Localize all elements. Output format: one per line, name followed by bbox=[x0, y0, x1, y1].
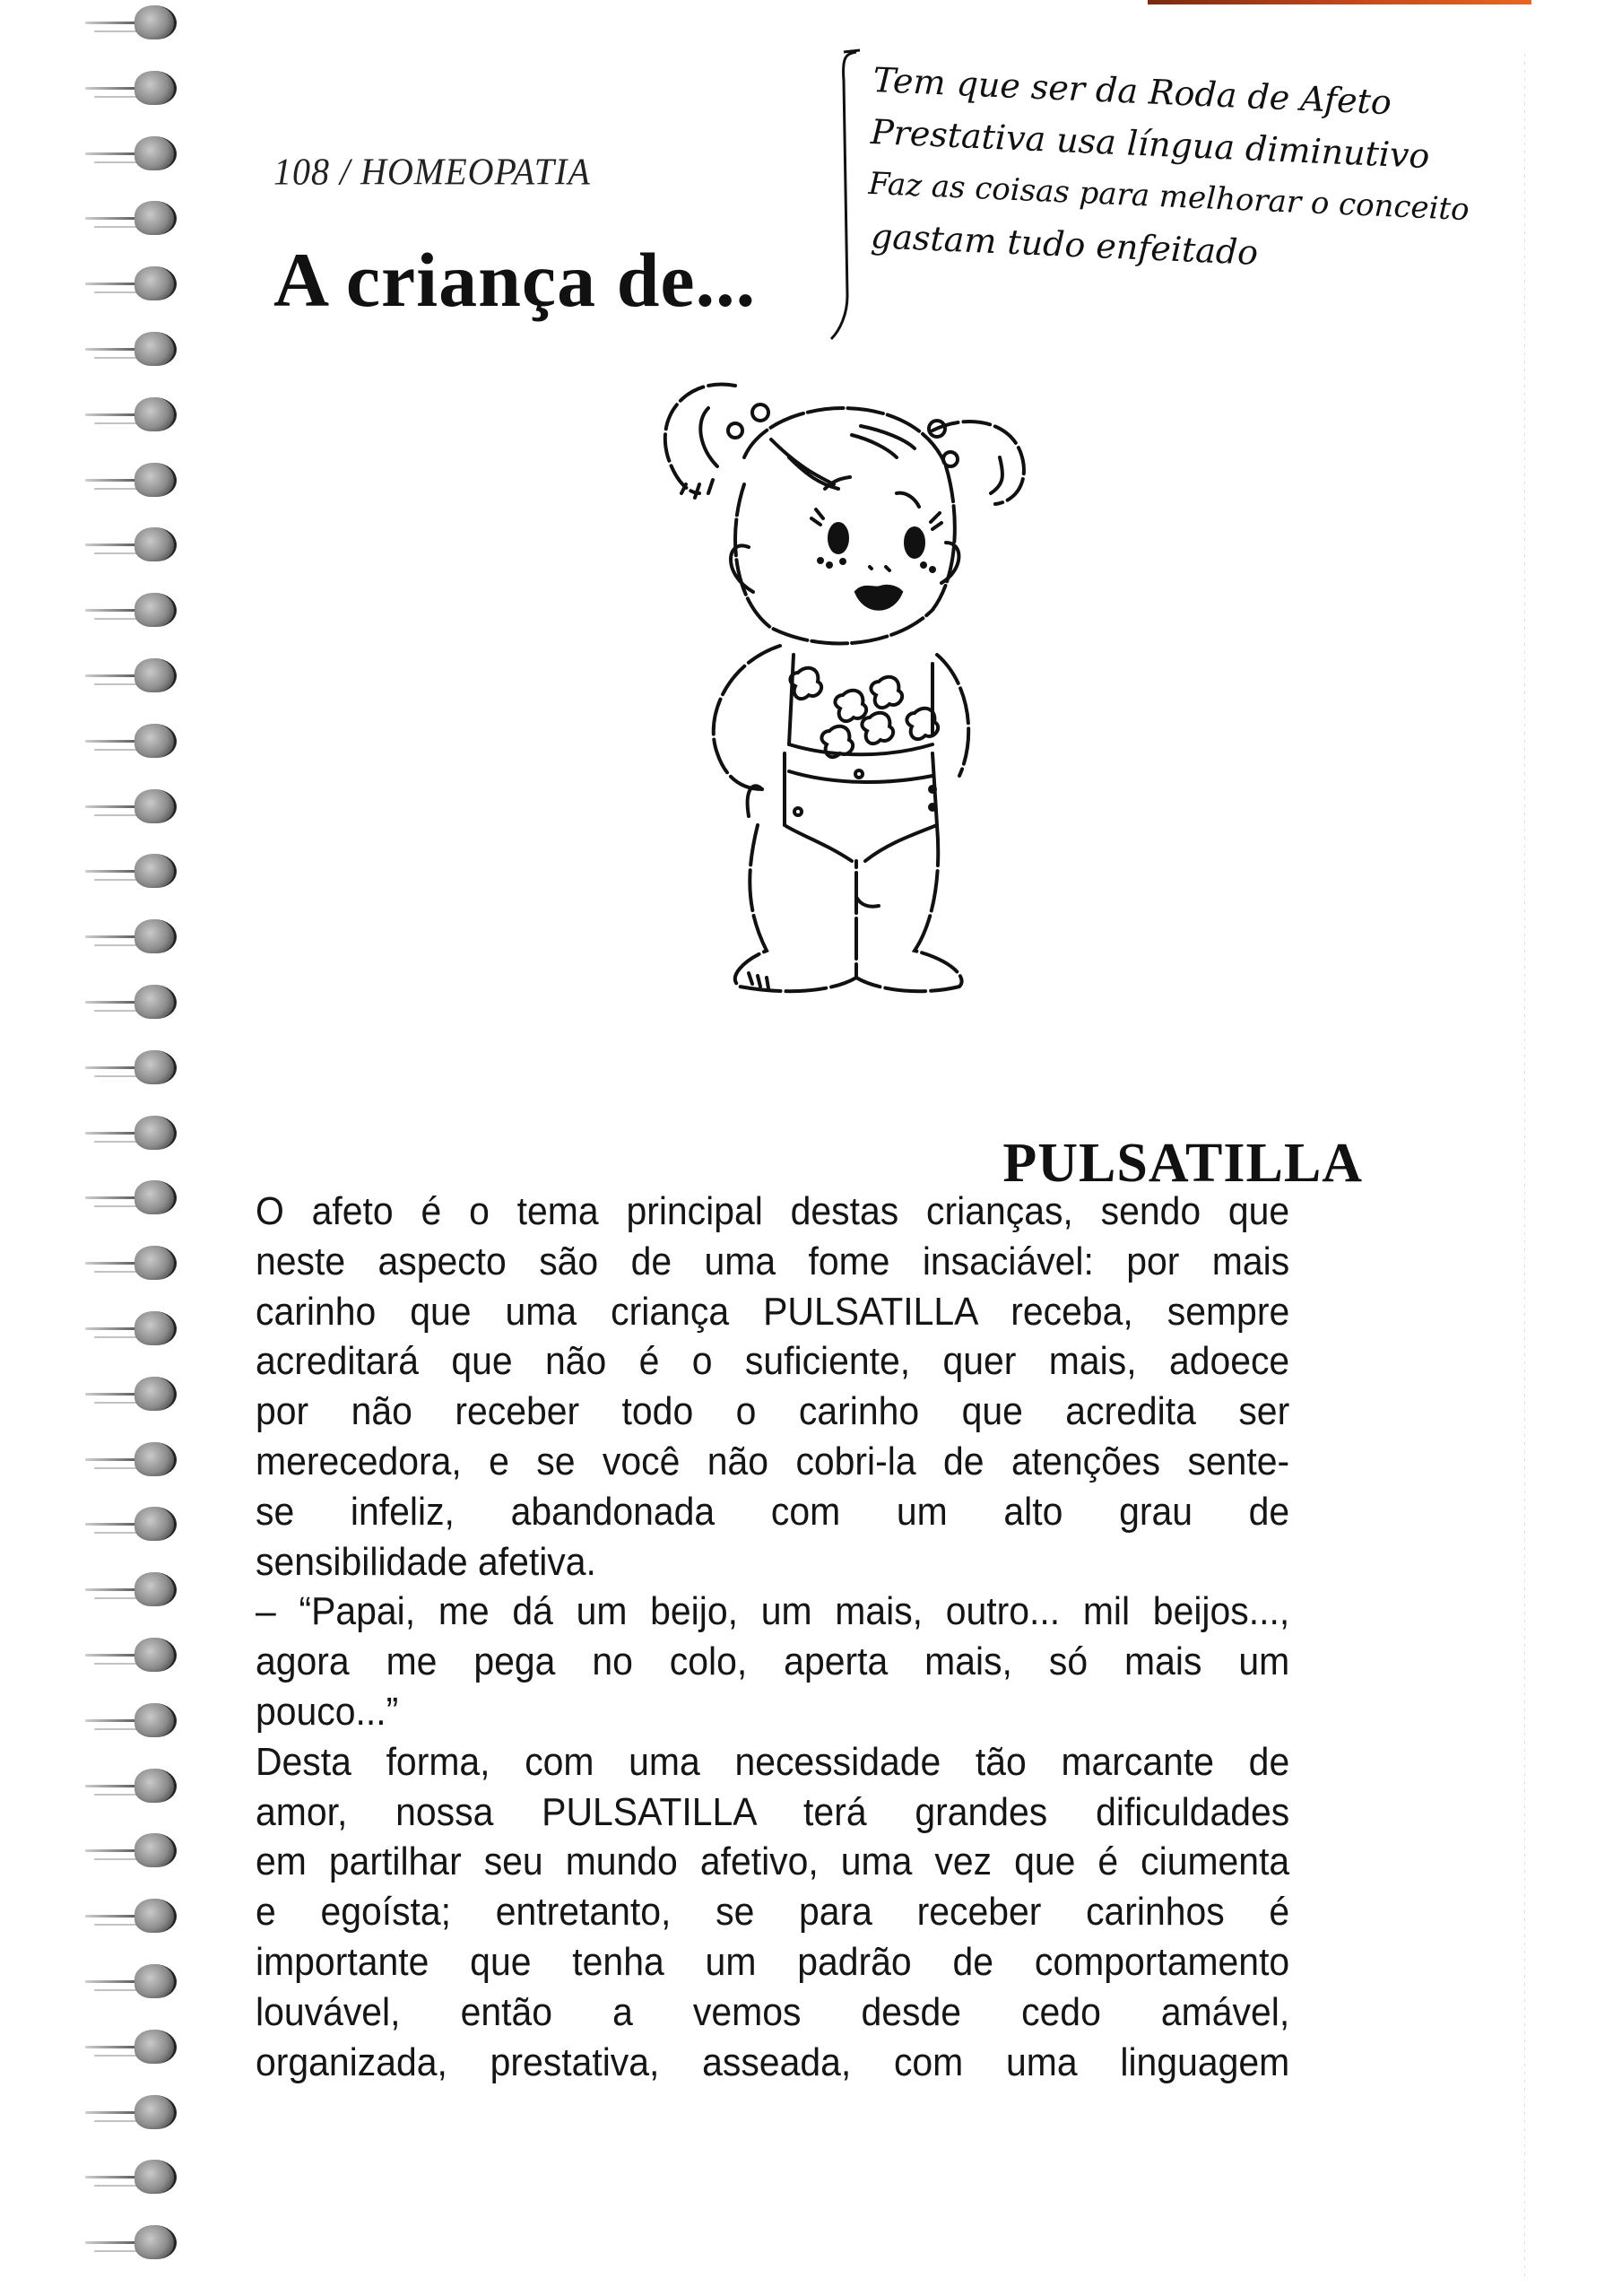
spiral-coil bbox=[85, 1308, 184, 1351]
spiral-coil bbox=[85, 263, 184, 306]
handwritten-line: Tem que ser da Roda de Afeto bbox=[872, 59, 1392, 123]
body-paragraph bbox=[256, 1187, 1289, 2087]
spiral-coil bbox=[85, 981, 184, 1024]
spiral-coil bbox=[85, 1047, 184, 1090]
body-line: amor, nossa PULSATILLA terá grandes dificuldades bbox=[256, 1789, 1290, 1834]
spiral-coil bbox=[85, 589, 184, 632]
spiral-coil bbox=[85, 1765, 184, 1808]
chapter-title: A criança de... bbox=[273, 237, 757, 323]
body-line: em partilhar seu mundo afetivo, uma vez que é ciumenta bbox=[256, 1839, 1290, 1884]
body-line: merecedora, e se você não cobri-la de atenções sente- bbox=[256, 1439, 1290, 1483]
spiral-coil bbox=[85, 524, 184, 567]
spiral-coil bbox=[85, 197, 184, 240]
spiral-coil bbox=[85, 1112, 184, 1155]
body-line: sensibilidade afetiva. bbox=[256, 1539, 596, 1584]
body-line: – “Papai, me dá um beijo, um mais, outro... mil beijos..., bbox=[256, 1589, 1290, 1634]
spiral-coil bbox=[85, 2092, 184, 2135]
spiral-coil bbox=[85, 1634, 184, 1677]
spiral-coil bbox=[85, 1895, 184, 1938]
body-line: e egoísta; entretanto, se para receber carinhos é bbox=[256, 1890, 1290, 1935]
spiral-coil bbox=[85, 1830, 184, 1873]
body-line: importante que tenha um padrão de comportamento bbox=[256, 1939, 1290, 1984]
spiral-coil bbox=[85, 394, 184, 437]
cover-edge-strip bbox=[1148, 0, 1531, 4]
spiral-binding bbox=[85, 0, 184, 2296]
body-line: carinho que uma criança PULSATILLA receba, sempre bbox=[256, 1289, 1290, 1334]
spiral-coil bbox=[85, 1439, 184, 1482]
handwritten-line: Prestativa usa língua diminutivo bbox=[870, 111, 1431, 177]
spiral-coil bbox=[85, 2156, 184, 2199]
spiral-coil bbox=[85, 2222, 184, 2265]
spiral-coil bbox=[85, 786, 184, 829]
spiral-coil bbox=[85, 1569, 184, 1612]
spiral-coil bbox=[85, 2, 184, 45]
spiral-coil bbox=[85, 1177, 184, 1220]
spiral-coil bbox=[85, 1242, 184, 1285]
body-line: pouco...” bbox=[256, 1689, 399, 1734]
body-line: organizada, prestativa, asseada, com uma linguagem bbox=[256, 2039, 1290, 2084]
remedy-title: PULSATILLA bbox=[1002, 1133, 1363, 1194]
spiral-coil bbox=[85, 1373, 184, 1416]
spiral-coil bbox=[85, 850, 184, 893]
handwritten-line: gastam tudo enfeitado bbox=[870, 216, 1260, 273]
handwritten-bracket-icon bbox=[829, 45, 865, 341]
body-line: O afeto é o tema principal destas crianças, sendo que bbox=[256, 1189, 1290, 1233]
spiral-coil bbox=[85, 459, 184, 502]
handwritten-note bbox=[865, 54, 1537, 291]
spiral-coil bbox=[85, 655, 184, 698]
spiral-coil bbox=[85, 1961, 184, 2004]
spiral-coil bbox=[85, 1503, 184, 1546]
spiral-coil bbox=[85, 2026, 184, 2069]
spiral-coil bbox=[85, 133, 184, 176]
spiral-coil bbox=[85, 1700, 184, 1743]
spiral-coil bbox=[85, 67, 184, 110]
spiral-coil bbox=[85, 916, 184, 959]
spiral-coil bbox=[85, 328, 184, 371]
body-line: se infeliz, abandonada com um alto grau de bbox=[256, 1489, 1290, 1534]
body-line: acreditará que não é o suficiente, quer mais, adoece bbox=[256, 1339, 1290, 1384]
handwritten-line: Faz as coisas para melhorar o conceito bbox=[867, 165, 1470, 229]
spiral-coil bbox=[85, 720, 184, 763]
body-line: agora me pega no colo, aperta mais, só mais um bbox=[256, 1639, 1290, 1684]
girl-illustration-icon bbox=[628, 359, 1040, 1004]
body-line: Desta forma, com uma necessidade tão marcante de bbox=[256, 1739, 1290, 1784]
body-line: por não receber todo o carinho que acredita ser bbox=[256, 1389, 1290, 1434]
running-head: 108 / HOMEOPATIA bbox=[273, 150, 591, 194]
body-line: louvável, então a vemos desde cedo amável, bbox=[256, 1989, 1290, 2034]
body-line: neste aspecto são de uma fome insaciável: por mais bbox=[256, 1239, 1290, 1283]
page-edge-shadow bbox=[1524, 54, 1525, 2278]
